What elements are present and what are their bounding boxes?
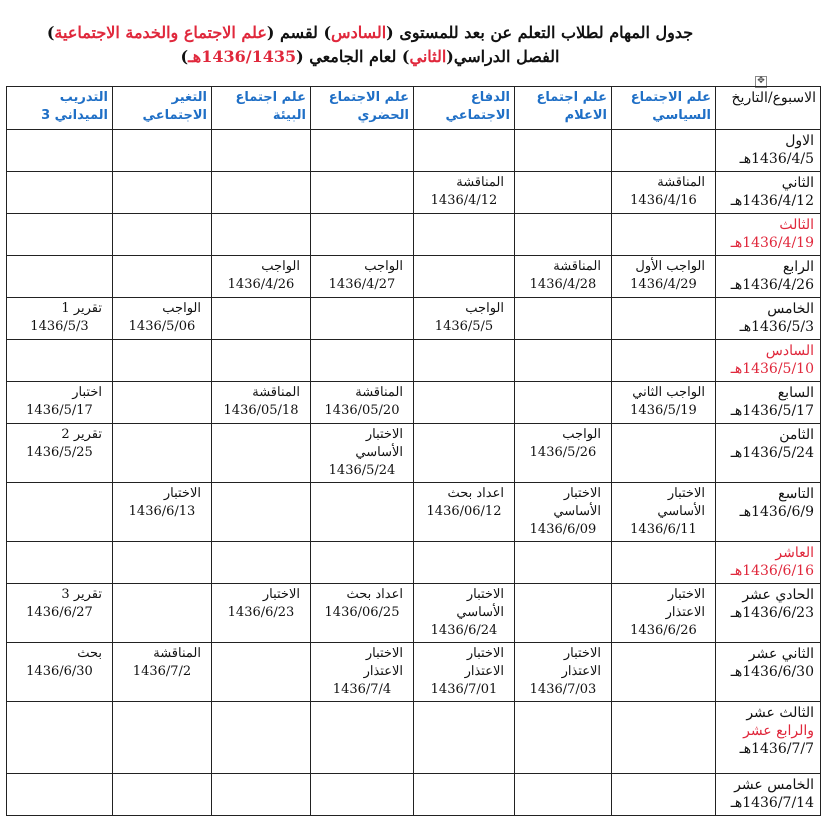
task-cell [612, 483, 716, 542]
task-cell [515, 256, 612, 298]
task-cell [414, 298, 515, 340]
task-cell [113, 483, 212, 542]
task-date: 1436/5/19 [630, 403, 697, 418]
move-arrows-icon[interactable]: ✥ [755, 76, 767, 88]
task-date: 1436/6/24 [430, 623, 498, 638]
task-label: الاختبار [365, 646, 403, 661]
task-cell [515, 298, 612, 340]
task-cell [7, 382, 113, 424]
task-cell [612, 424, 716, 483]
task-cell [212, 172, 311, 214]
task-cell [113, 542, 212, 584]
task-label: الاختبار [466, 646, 504, 661]
week-name: الثاني عشر [748, 646, 814, 662]
task-cell [414, 340, 515, 382]
task-cell [414, 382, 515, 424]
week-date: 1436/5/10هـ [730, 361, 814, 377]
week-date: 1436/7/14هـ [730, 795, 814, 811]
table-row [7, 382, 821, 424]
task-label: الواجب [261, 259, 300, 274]
task-label: الواجب الثاني [632, 385, 705, 400]
task-label: الواجب [162, 301, 201, 316]
header-week-date: الاسبوع/التاريخ [716, 87, 821, 130]
task-cell [612, 256, 716, 298]
week-cell [716, 130, 821, 172]
task-cell [414, 774, 515, 816]
task-cell [311, 643, 414, 702]
task-cell [7, 130, 113, 172]
task-cell [612, 214, 716, 256]
table-row [7, 130, 821, 172]
task-cell [212, 643, 311, 702]
task-date: 1436/6/13 [128, 504, 196, 519]
task-cell [414, 214, 515, 256]
week-cell [716, 298, 821, 340]
task-label: المناقشة [456, 175, 504, 190]
table-row [7, 643, 821, 702]
week-date: 1436/7/7هـ [739, 741, 814, 757]
level-name: السادس [331, 23, 387, 42]
task-cell [612, 172, 716, 214]
title-line-1: جدول المهام لطلاب التعلم عن بعد للمستوى (السادس) لقسم (علم الاجتماع والخدمة الاجتماعية) [46, 23, 694, 42]
task-cell [414, 424, 515, 483]
table-row [7, 340, 821, 382]
task-date: 1436/4/12 [430, 193, 498, 208]
task-label: الأساسي [355, 445, 403, 460]
task-cell [212, 256, 311, 298]
week-cell [716, 172, 821, 214]
header-course-1: علم الاجتماع السياسي [612, 87, 716, 130]
task-cell [113, 214, 212, 256]
task-cell [515, 214, 612, 256]
task-cell [311, 130, 414, 172]
task-cell [414, 542, 515, 584]
task-cell [414, 702, 515, 774]
task-cell [113, 584, 212, 643]
week-name: الاول [785, 133, 814, 149]
task-date: 1436/6/30 [26, 664, 93, 679]
week-cell [716, 214, 821, 256]
week-name: السابع [777, 385, 814, 401]
task-label: اعداد بحث [447, 486, 504, 501]
task-label: اختبار [72, 385, 102, 400]
task-cell [113, 298, 212, 340]
task-cell [212, 702, 311, 774]
header-course-4: علم الاجتماع الحضري [311, 87, 414, 130]
task-cell [113, 382, 212, 424]
task-label: الاختبار [667, 587, 705, 602]
header-course-3: الدفاع الاجتماعي [414, 87, 515, 130]
week-name: الثامن [779, 427, 814, 443]
week-cell [716, 256, 821, 298]
task-label: الواجب الأول [635, 259, 705, 274]
task-cell [7, 702, 113, 774]
task-cell [113, 774, 212, 816]
task-cell [414, 584, 515, 643]
task-label: الاختبار [365, 427, 403, 442]
task-cell [7, 542, 113, 584]
task-date: 1436/05/20 [324, 403, 400, 418]
task-cell [7, 256, 113, 298]
task-cell [515, 382, 612, 424]
task-cell [311, 424, 414, 483]
task-date: 1436/6/23 [227, 605, 295, 620]
header-course-6: التغير الاجتماعي [113, 87, 212, 130]
task-label: بحث [77, 646, 102, 661]
task-cell [7, 424, 113, 483]
task-date: 1436/5/06 [128, 319, 196, 334]
task-label: المناقشة [252, 385, 300, 400]
task-cell [212, 542, 311, 584]
task-label: الأساسي [553, 504, 601, 519]
week-name: الخامس [767, 301, 814, 317]
schedule-table [6, 86, 821, 816]
task-cell [7, 172, 113, 214]
task-label: الاعتذار [363, 664, 403, 679]
task-label: الاعتذار [561, 664, 601, 679]
task-cell [414, 172, 515, 214]
task-cell [7, 214, 113, 256]
task-cell [311, 256, 414, 298]
week-cell [716, 774, 821, 816]
task-cell [311, 214, 414, 256]
task-cell [414, 130, 515, 172]
week-date: 1436/5/24هـ [730, 445, 814, 461]
week-name: الحادي عشر [742, 587, 814, 603]
week-date: 1436/5/17هـ [730, 403, 814, 419]
week-name: العاشر [775, 545, 814, 561]
task-cell [612, 130, 716, 172]
table-row [7, 256, 821, 298]
week-date: 1436/6/30هـ [730, 664, 814, 680]
task-cell [113, 702, 212, 774]
week-cell [716, 702, 821, 774]
task-date: 1436/06/12 [426, 504, 502, 519]
week-name-extra: والرابع عشر [743, 723, 814, 739]
task-cell [212, 424, 311, 483]
task-cell [212, 483, 311, 542]
task-date: 1436/4/29 [630, 277, 697, 292]
task-cell [311, 774, 414, 816]
task-cell [515, 542, 612, 584]
task-label: الاختبار [563, 646, 601, 661]
task-date: 1436/7/03 [529, 682, 597, 697]
week-date: 1436/6/9هـ [739, 504, 814, 520]
task-cell [311, 340, 414, 382]
task-date: 1436/4/26 [227, 277, 295, 292]
task-cell [311, 483, 414, 542]
header-course-7: التدريب الميداني 3 [7, 87, 113, 130]
task-cell [113, 130, 212, 172]
task-cell [212, 340, 311, 382]
task-cell [515, 130, 612, 172]
week-cell [716, 542, 821, 584]
task-label: الاختبار [563, 486, 601, 501]
task-cell [515, 172, 612, 214]
task-cell [311, 382, 414, 424]
week-name: السادس [765, 343, 814, 359]
table-row [7, 702, 821, 774]
task-cell [7, 774, 113, 816]
table-row [7, 774, 821, 816]
task-date: 1436/4/28 [529, 277, 597, 292]
task-date: 1436/6/26 [630, 623, 697, 638]
task-cell [7, 340, 113, 382]
task-label: الواجب [562, 427, 601, 442]
task-cell [311, 298, 414, 340]
task-cell [612, 643, 716, 702]
task-cell [515, 483, 612, 542]
task-label: الاختبار [667, 486, 705, 501]
task-label: المناقشة [153, 646, 201, 661]
week-date: 1436/4/5هـ [739, 151, 814, 167]
task-cell [515, 584, 612, 643]
week-date: 1436/4/26هـ [730, 277, 814, 293]
task-date: 1436/5/26 [529, 445, 597, 460]
task-label: المناقشة [355, 385, 403, 400]
task-date: 1436/6/11 [630, 522, 697, 537]
task-date: 1436/05/18 [223, 403, 299, 418]
week-cell [716, 483, 821, 542]
week-name: التاسع [778, 486, 814, 502]
header-row [7, 87, 821, 130]
task-date: 1436/5/17 [26, 403, 93, 418]
task-date: 1436/5/25 [26, 445, 93, 460]
week-cell [716, 424, 821, 483]
week-name: الثالث عشر [746, 705, 814, 721]
week-cell [716, 340, 821, 382]
task-cell [7, 483, 113, 542]
task-cell [212, 298, 311, 340]
task-cell [515, 424, 612, 483]
task-cell [311, 542, 414, 584]
task-cell [612, 298, 716, 340]
task-date: 1436/6/09 [529, 522, 597, 537]
task-cell [612, 584, 716, 643]
task-cell [612, 702, 716, 774]
week-name: الثاني [781, 175, 814, 191]
table-row [7, 483, 821, 542]
task-date: 1436/6/27 [26, 605, 93, 620]
task-cell [113, 172, 212, 214]
week-date: 1436/6/16هـ [730, 563, 814, 579]
task-cell [212, 382, 311, 424]
academic-year: 1436/1435هـ [188, 47, 297, 66]
task-cell [311, 172, 414, 214]
header-course-5: علم اجتماع البيئة [212, 87, 311, 130]
week-name: الخامس عشر [734, 777, 814, 793]
task-cell [212, 214, 311, 256]
task-label: تقرير 2 [61, 427, 102, 442]
week-cell [716, 382, 821, 424]
semester-name: الثاني [409, 47, 447, 66]
task-cell [113, 424, 212, 483]
task-label: تقرير 1 [61, 301, 102, 316]
task-label: الاختبار [163, 486, 201, 501]
week-cell [716, 584, 821, 643]
task-cell [113, 340, 212, 382]
task-cell [515, 702, 612, 774]
task-date: 1436/7/01 [430, 682, 498, 697]
task-cell [7, 298, 113, 340]
task-label: تقرير 3 [61, 587, 102, 602]
task-cell [515, 774, 612, 816]
task-cell [515, 340, 612, 382]
task-label: المناقشة [553, 259, 601, 274]
week-date: 1436/4/19هـ [730, 235, 814, 251]
table-row [7, 542, 821, 584]
task-label: المناقشة [657, 175, 705, 190]
task-label: الواجب [364, 259, 403, 274]
task-cell [612, 340, 716, 382]
task-cell [113, 643, 212, 702]
week-name: الثالث [779, 217, 814, 233]
task-date: 1436/7/4 [332, 682, 392, 697]
task-cell [212, 130, 311, 172]
task-label: الأساسي [456, 605, 504, 620]
task-cell [7, 584, 113, 643]
task-date: 1436/5/5 [434, 319, 494, 334]
table-row [7, 584, 821, 643]
task-cell [414, 256, 515, 298]
task-label: الاختبار [262, 587, 300, 602]
task-date: 1436/06/25 [324, 605, 400, 620]
task-date: 1436/5/24 [328, 463, 396, 478]
title-line-2: الفصل الدراسي(الثاني) لعام الجامعي (1436/1435هـ) [180, 47, 560, 66]
week-cell [716, 643, 821, 702]
task-label: الأساسي [657, 504, 705, 519]
task-cell [113, 256, 212, 298]
department-name: علم الاجتماع والخدمة الاجتماعية [54, 23, 267, 42]
task-cell [212, 774, 311, 816]
task-cell [515, 643, 612, 702]
task-cell [311, 584, 414, 643]
header-course-2: علم اجتماع الاعلام [515, 87, 612, 130]
table-row [7, 172, 821, 214]
week-date: 1436/6/23هـ [730, 605, 814, 621]
table-row [7, 214, 821, 256]
task-cell [414, 643, 515, 702]
task-date: 1436/4/27 [328, 277, 396, 292]
task-label: الاعتذار [665, 605, 705, 620]
task-label: اعداد بحث [346, 587, 403, 602]
task-label: الاختبار [466, 587, 504, 602]
task-cell [311, 702, 414, 774]
task-cell [7, 643, 113, 702]
week-name: الرابع [782, 259, 814, 275]
week-date: 1436/5/3هـ [739, 319, 814, 335]
task-label: الاعتذار [464, 664, 504, 679]
task-cell [414, 483, 515, 542]
task-cell [612, 542, 716, 584]
table-row [7, 424, 821, 483]
task-cell [612, 774, 716, 816]
task-cell [212, 584, 311, 643]
task-date: 1436/4/16 [630, 193, 697, 208]
task-date: 1436/5/3 [30, 319, 89, 334]
task-date: 1436/7/2 [132, 664, 192, 679]
week-date: 1436/4/12هـ [730, 193, 814, 209]
task-cell [612, 382, 716, 424]
table-row [7, 298, 821, 340]
task-label: الواجب [465, 301, 504, 316]
